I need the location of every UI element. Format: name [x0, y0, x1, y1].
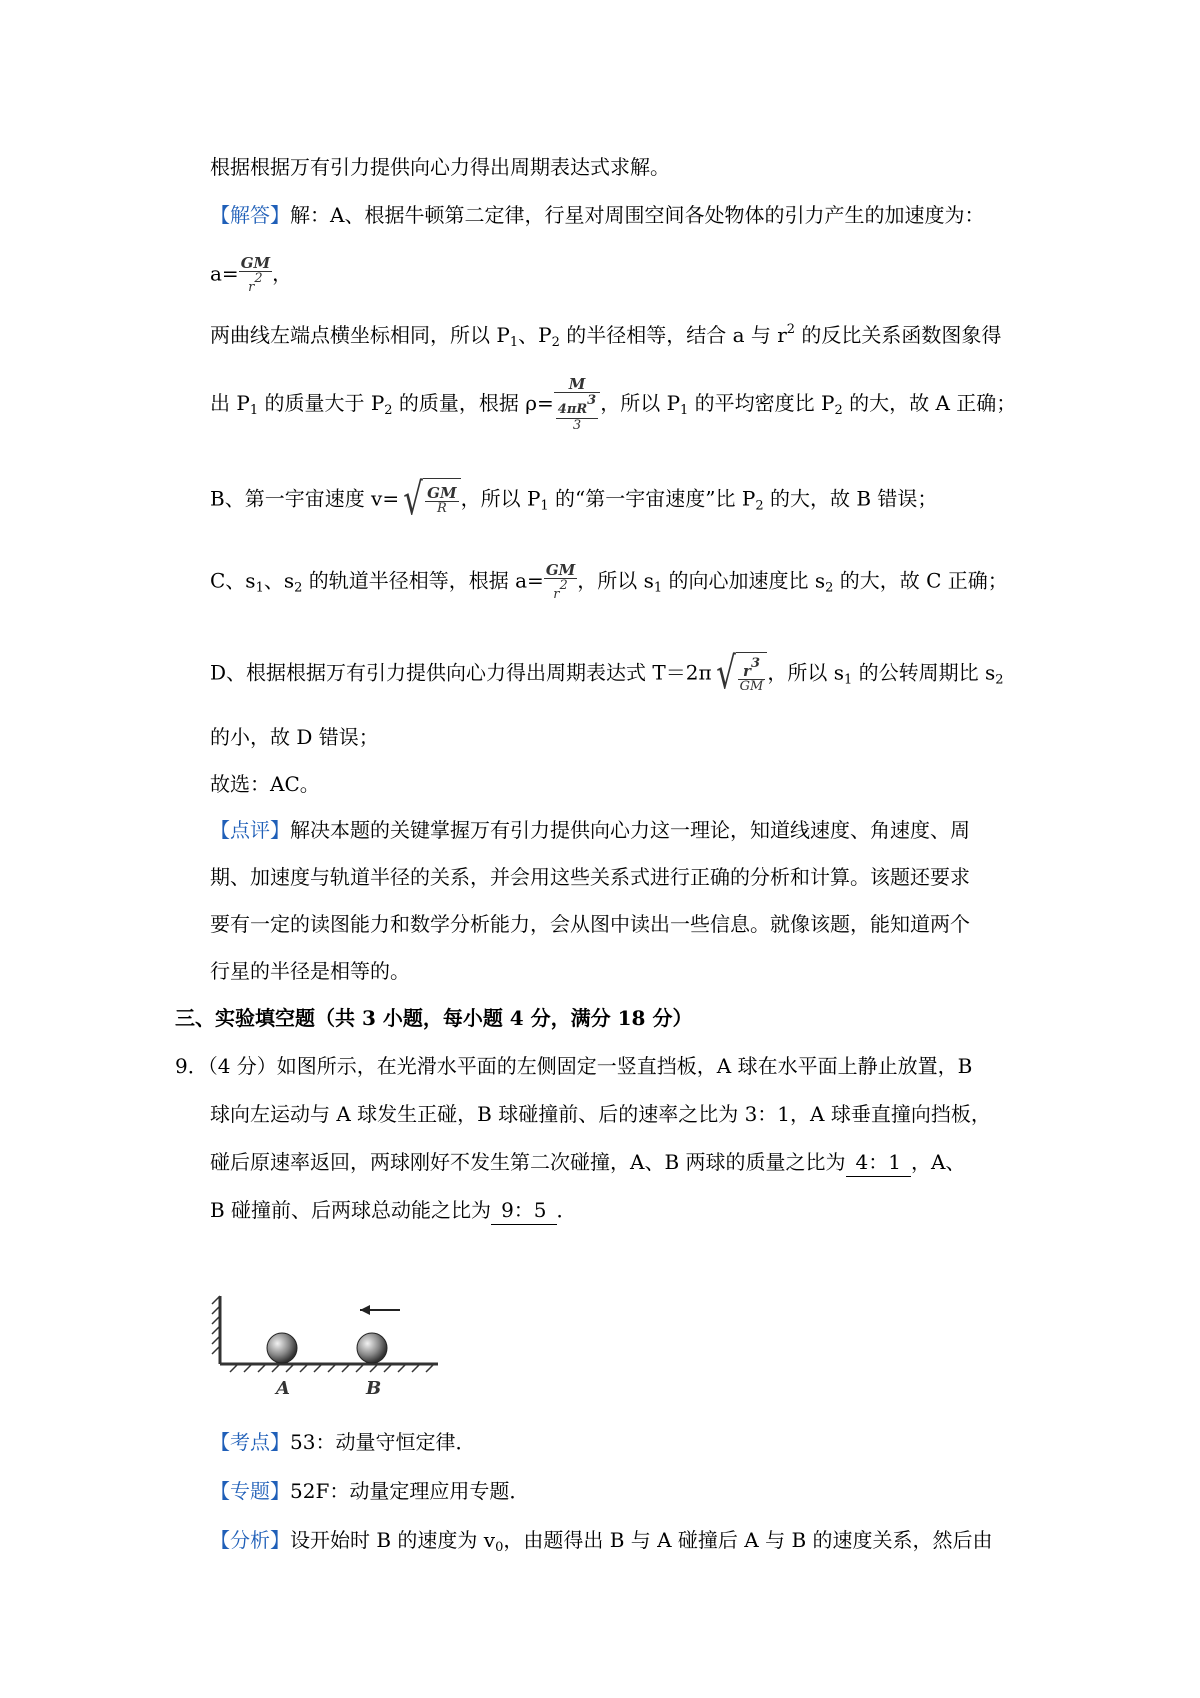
comment-line-3: 要有一定的读图能力和数学分析能力，会从图中读出一些信息。就像该题，能知道两个 [210, 912, 970, 936]
line-d: D、根据根据万有引力提供向心力得出周期表达式 T＝2π √ $\frac{r^3}{GM}$ ，所以 $s_1$ 的公转周期比 $s_2$ [210, 648, 1004, 699]
line-d2: 的小，故 D 错误； [210, 725, 379, 749]
answer-mass-ratio: 4：1 [846, 1148, 911, 1177]
intro-line: 根据根据万有引力提供向心力得出周期表达式求解。 [210, 155, 670, 179]
wall [212, 1296, 220, 1364]
gm-over-r2-fraction-c: $\frac{GM}{r^2}$ [545, 561, 576, 602]
q9-line-4: B 碰撞前、后两球总动能之比为 9：5 ． [210, 1196, 577, 1225]
line-a1: 两曲线左端点横坐标相同，所以 $P_1$、$P_2$ 的半径相等，结合 a 与 $r^2$ 的反比关系函数图象得 [210, 322, 1002, 350]
q9-line-1: 9．（4 分）如图所示，在光滑水平面的左侧固定一竖直挡板，A 球在水平面上静止放置，B [175, 1054, 973, 1078]
label-b: B [366, 1378, 382, 1399]
kaodian-tag: 【考点】 [210, 1430, 290, 1454]
floor [220, 1364, 438, 1372]
line-a2: 出 $P_1$ 的质量大于 $P_2$ 的质量，根据 ρ= $\frac{M}{\frac{4\pi R^3}{3}}$ ，所以 $P_1$ 的平均密度比 $P_2$ 的大，故 A 正确； [210, 375, 1017, 433]
density-fraction: $\frac{M}{\frac{4\pi R^3}{3}}$ [554, 376, 600, 433]
fenxi-line: 【分析】设开始时 B 的速度为 $v_0$，由题得出 B 与 A 碰撞后 A 与 B 的速度关系，然后由 [210, 1528, 993, 1555]
comment-line-4: 行星的半径是相等的。 [210, 959, 410, 983]
arrow-left-icon [360, 1305, 400, 1315]
sqrt-gm-over-r: √ $\frac{GM}{R}$ [399, 478, 460, 522]
collision-figure [210, 1292, 450, 1412]
section-heading: 三、实验填空题（共 3 小题，每小题 4 分，满分 18 分） [175, 1006, 693, 1030]
ball-b [357, 1333, 387, 1363]
ball-a [267, 1333, 297, 1363]
kaodian-line: 【考点】53：动量守恒定律． [210, 1430, 476, 1454]
zhuanti-line: 【专题】52F：动量定理应用专题． [210, 1479, 530, 1503]
gm-over-r2-fraction: $\frac{GM}{r^2}$ [240, 254, 271, 295]
answer-tag: 【解答】 [210, 203, 290, 227]
line-c: C、$s_1$、$s_2$ 的轨道半径相等，根据 a= $\frac{GM}{r^2}$ ，所以 $s_1$ 的向心加速度比 $s_2$ 的大，故 C 正确； [210, 561, 1008, 602]
zhuanti-tag: 【专题】 [210, 1479, 290, 1503]
comment-tag: 【点评】 [210, 818, 290, 842]
label-a: A [276, 1378, 290, 1399]
answer-line: 【解答】解：A、根据牛顿第二定律，行星对周围空间各处物体的引力产生的加速度为： [210, 203, 985, 227]
choice-line: 故选：AC。 [210, 772, 320, 796]
sqrt-r3-over-gm: √ $\frac{r^3}{GM}$ [712, 652, 768, 696]
formula-a-line: a= $\frac{GM}{r^2}$ ， [210, 254, 293, 295]
comment-line-1: 【点评】解决本题的关键掌握万有引力提供向心力这一理论，知道线速度、角速度、周 [210, 818, 970, 842]
comment-line-2: 期、加速度与轨道半径的关系，并会用这些关系式进行正确的分析和计算。该题还要求 [210, 865, 970, 889]
q9-line-2: 球向左运动与 A 球发生正碰，B 球碰撞前、后的速率之比为 3：1，A 球垂直撞向挡板， [210, 1102, 991, 1126]
line-b: B、第一宇宙速度 v= √ $\frac{GM}{R}$ ，所以 $P_1$ 的“第一宇宙速度”比 $P_2$ 的大，故 B 错误； [210, 474, 938, 525]
fenxi-tag: 【分析】 [210, 1528, 290, 1552]
answer-energy-ratio: 9：5 [491, 1196, 556, 1225]
q9-line-3: 碰后原速率返回，两球刚好不发生第二次碰撞，A、B 两球的质量之比为 4：1 ，A、 [210, 1148, 965, 1177]
